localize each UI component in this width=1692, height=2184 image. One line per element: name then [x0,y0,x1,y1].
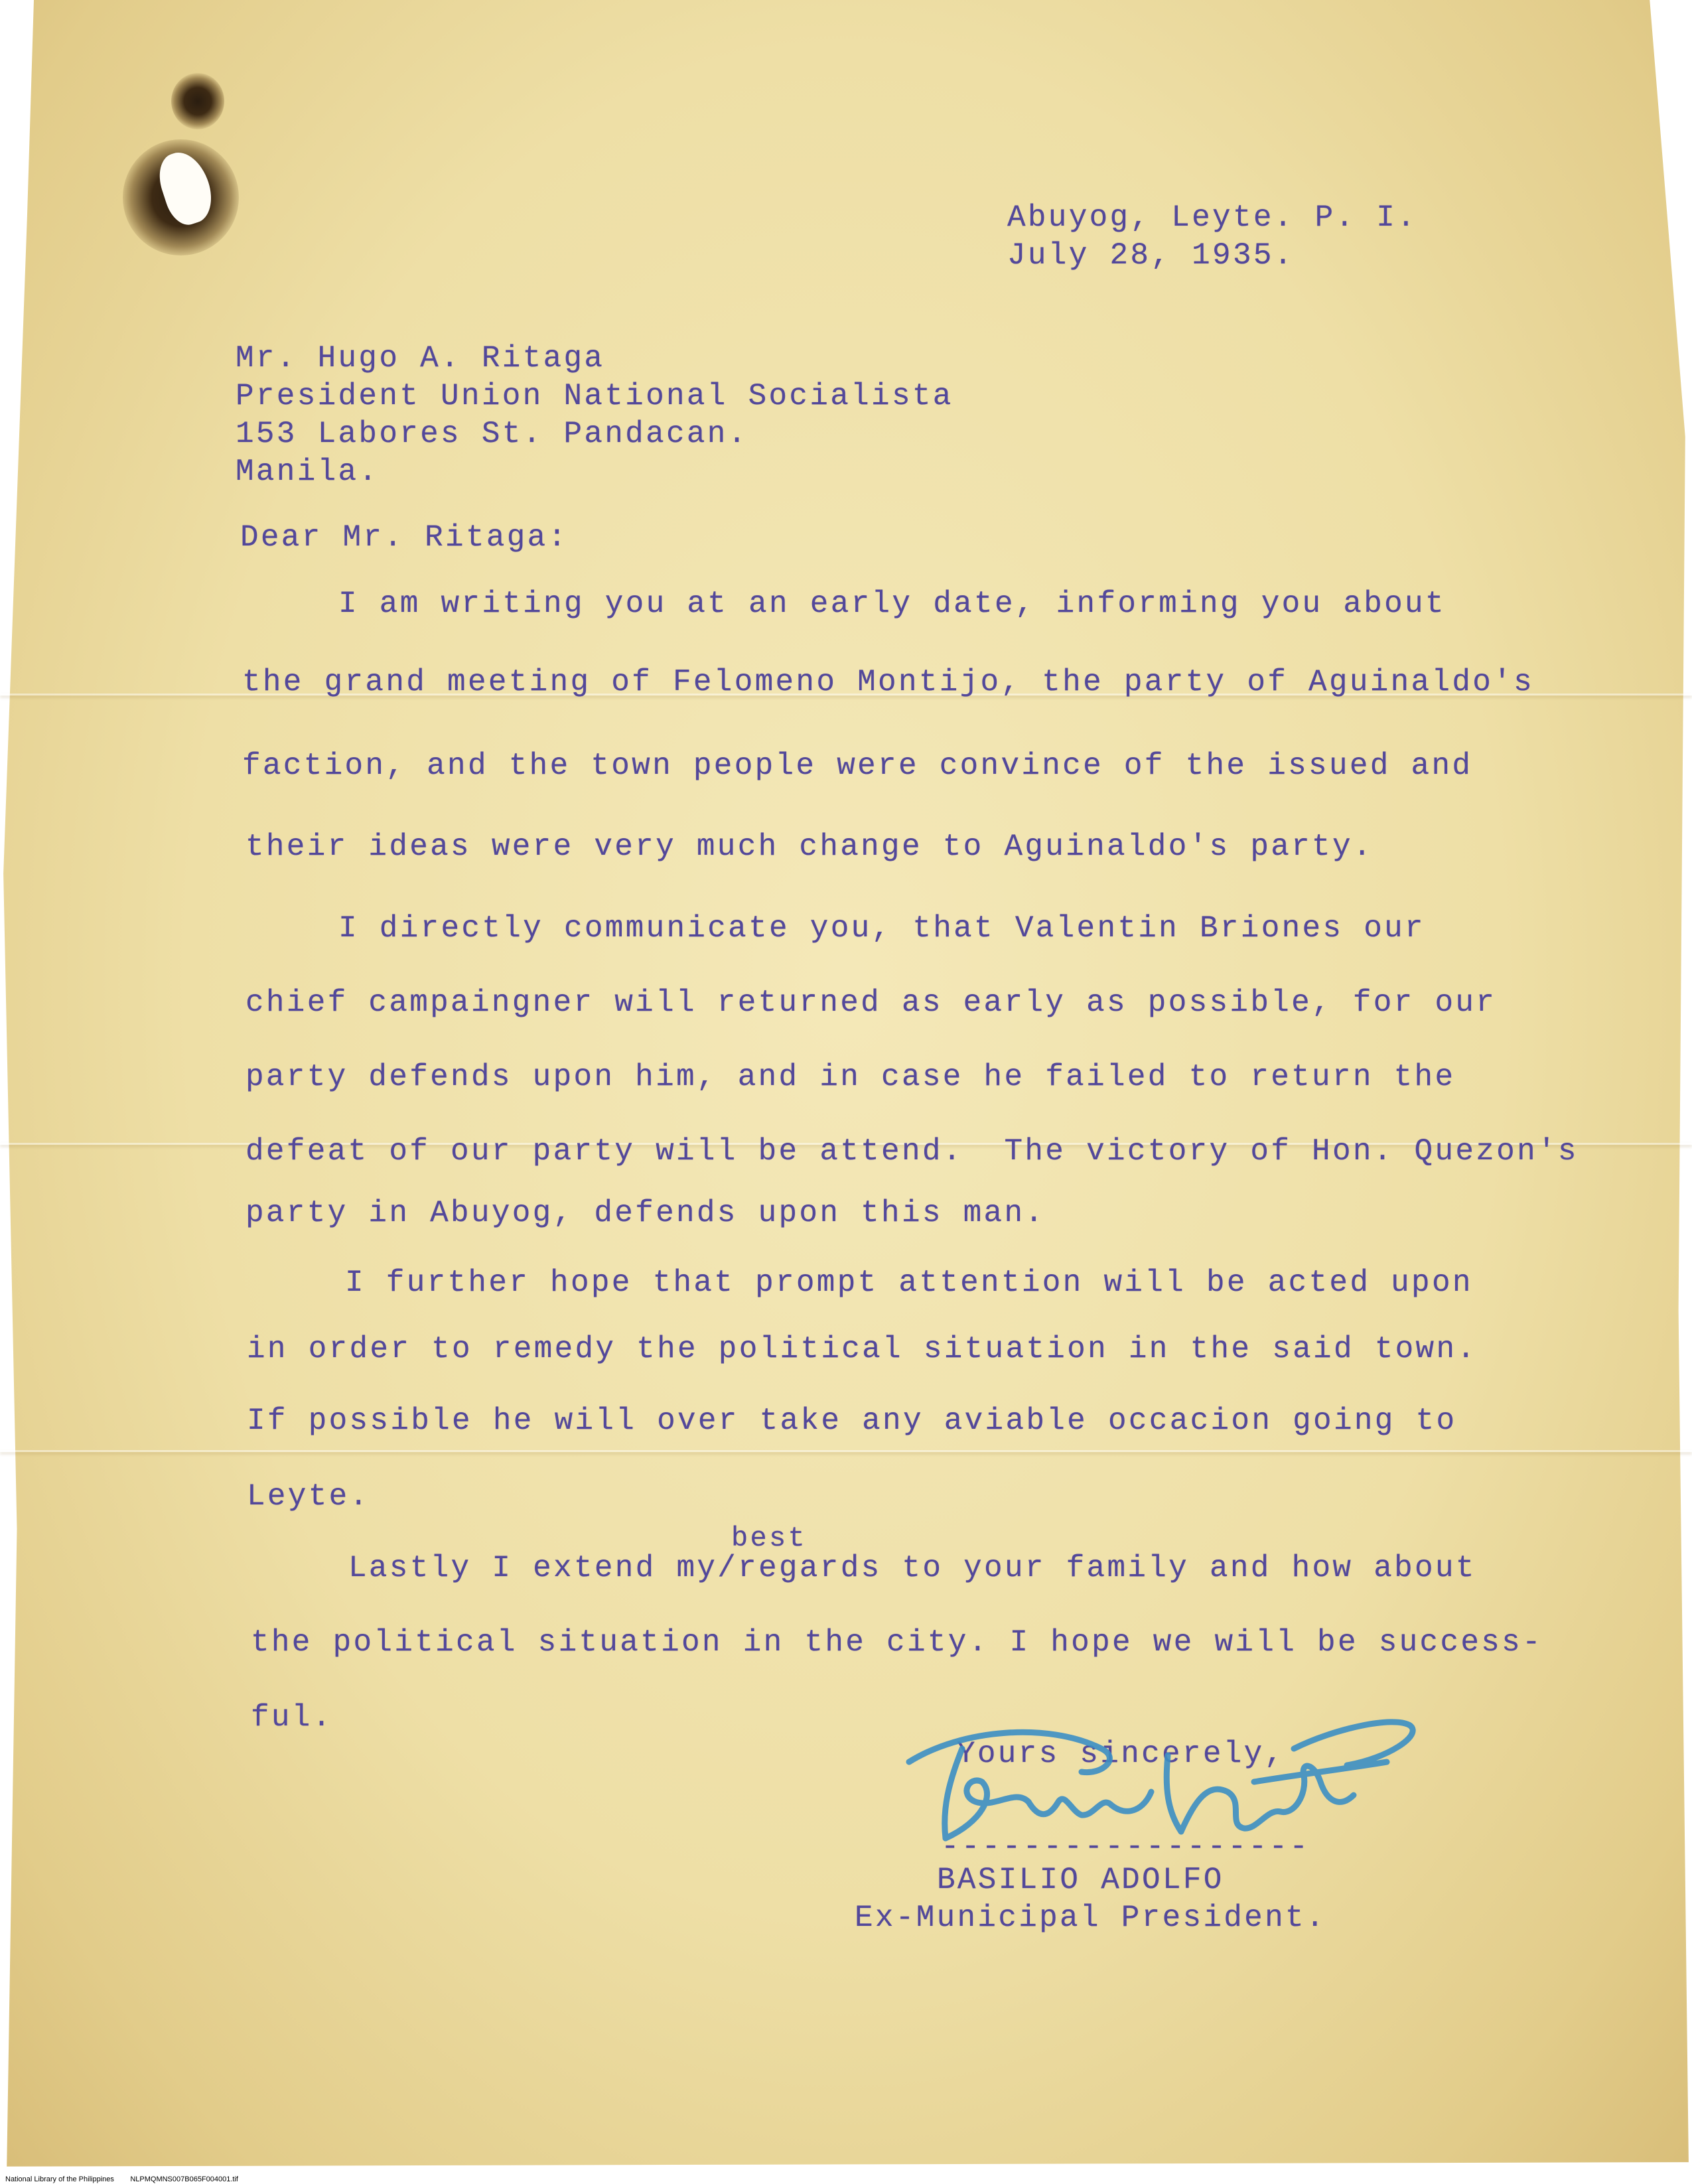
signer-title: Ex-Municipal President. [855,1901,1326,1935]
body-line: party in Abuyog, defends upon this man. [246,1196,1046,1230]
body-line: I am writing you at an early date, informing you about [338,587,1446,621]
body-line: If possible he will over take any aviable occacion going to [247,1404,1457,1438]
signer-name: BASILIO ADOLFO [937,1863,1224,1897]
recipient-city: Manila. [236,455,380,489]
body-line: ful. [251,1700,333,1735]
archive-footer [5,2175,238,2183]
recipient-title: President Union National Socialista [236,379,953,413]
recipient-name: Mr. Hugo A. Ritaga [236,341,605,376]
paper-fold [0,1450,1692,1452]
salutation: Dear Mr. Ritaga: [240,520,569,555]
body-line: Lastly I extend my/regards to your family and how about [348,1551,1476,1585]
body-line: defeat of our party will be attend. The victory of Hon. Quezon's [246,1134,1579,1169]
body-line: chief campaingner will returned as early as possible, for our [246,985,1497,1020]
body-line: faction, and the town people were convince of the issued and [242,749,1473,783]
closing: Yours sincerely, [957,1737,1285,1771]
file-label: NLPMQMNS007B065F004001.tif [130,2175,238,2183]
body-line: their ideas were very much change to Aguinaldo's party. [246,830,1374,864]
body-line: in order to remedy the political situation in the said town. [247,1332,1478,1366]
letter-date: July 28, 1935. [1007,238,1295,273]
signature-rule: ------------------ [941,1830,1310,1864]
body-line: Leyte. [247,1479,370,1514]
letter-place: Abuyog, Leyte. P. I. [1007,200,1418,235]
recipient-street: 153 Labores St. Pandacan. [236,417,748,451]
body-line: the grand meeting of Felomeno Montijo, the party of Aguinaldo's [242,665,1534,699]
inserted-word: best [731,1522,808,1554]
archive-label: National Library of the Philippines [5,2175,114,2183]
body-line: I directly communicate you, that Valentin Briones our [338,911,1425,946]
burn-stain [171,73,224,129]
body-line: I further hope that prompt attention will be acted upon [345,1266,1473,1300]
body-line: party defends upon him, and in case he failed to return the [246,1060,1456,1094]
body-line: the political situation in the city. I hope we will be success- [251,1625,1543,1660]
